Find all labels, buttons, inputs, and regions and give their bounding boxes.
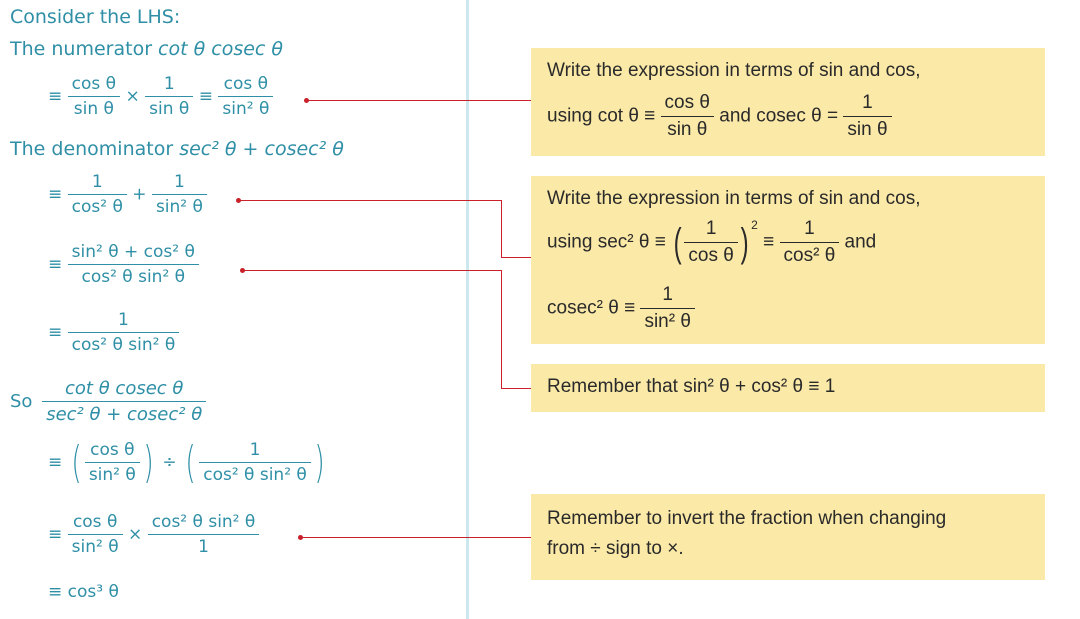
numerator: 1 — [163, 74, 175, 94]
denominator: sin θ — [68, 96, 120, 119]
numerator: cos θ — [664, 92, 710, 113]
connector-line-2a — [238, 200, 502, 201]
note-2-line-2 — [547, 218, 876, 267]
denominator: sin² θ — [85, 462, 140, 485]
fraction-cos-over-sin2 — [68, 512, 123, 557]
numerator: cos θ — [71, 74, 117, 94]
denominator: sin θ — [145, 96, 193, 119]
denominator: sin² θ — [152, 194, 207, 217]
numerator: 1 — [249, 440, 261, 460]
note-1-and: and cosec θ = — [719, 105, 839, 127]
denominator: sin² θ — [218, 96, 273, 119]
open-paren: ( — [185, 436, 196, 488]
numerator: 1 — [118, 310, 129, 330]
fraction-1-over-product — [68, 310, 180, 355]
note-cot-cosec — [531, 48, 1045, 156]
note-2-line-1: Write the expression in terms of sin and cos, — [547, 188, 921, 209]
note-fraction-1-over-cos — [684, 218, 737, 267]
open-paren: ( — [71, 436, 82, 488]
divider-line — [466, 0, 469, 619]
numerator: cos θ — [90, 440, 135, 460]
equiv-symbol: ≡ — [48, 184, 63, 205]
squared-exponent: 2 — [751, 218, 758, 232]
note-1-line-2 — [547, 92, 892, 141]
so-step — [10, 378, 206, 425]
denominator: sin² θ — [640, 308, 694, 333]
note-fraction-1-over-cos2 — [780, 218, 840, 267]
note-2-and: and — [844, 231, 877, 253]
times-symbol: × — [128, 524, 143, 545]
numerator: cos θ — [223, 74, 269, 94]
denominator: 1 — [148, 534, 260, 557]
plus-symbol: + — [132, 184, 147, 205]
numerator: cot θ cosec θ — [65, 378, 184, 399]
denominator: cos² θ — [780, 242, 840, 267]
connector-line-1 — [306, 100, 532, 101]
connector-line-3a — [242, 270, 502, 271]
numerator-step — [48, 74, 273, 119]
denominator-step-2 — [48, 242, 199, 287]
denominator-step-1 — [48, 172, 207, 217]
numerator-label: The numerator — [10, 38, 159, 60]
connector-line-2c — [501, 257, 532, 258]
numerator: 1 — [804, 218, 815, 239]
equiv-symbol: ≡ — [48, 524, 63, 545]
close-paren: ) — [740, 220, 749, 265]
times-symbol: × — [125, 86, 140, 107]
connector-line-4 — [300, 537, 532, 538]
fraction-cos-over-sin — [68, 74, 120, 119]
fraction-1-over-cos2 — [68, 172, 127, 217]
denominator: sin² θ — [68, 534, 123, 557]
divide-symbol: ÷ — [162, 452, 177, 473]
final-result: ≡ cos³ θ — [48, 582, 119, 602]
numerator: 1 — [862, 92, 873, 113]
fraction-main — [42, 378, 206, 425]
numerator: 1 — [662, 284, 673, 305]
fraction-1-over-product — [199, 440, 311, 485]
fraction-1-over-sin — [145, 74, 193, 119]
note-invert-fraction — [531, 494, 1045, 580]
note-2-using: using sec² θ ≡ — [547, 231, 666, 253]
connector-line-3b — [501, 270, 502, 389]
denominator: sin θ — [843, 116, 891, 141]
note-fraction-1-over-sin2 — [640, 284, 694, 333]
numerator: 1 — [174, 172, 185, 192]
note-1-using: using cot θ ≡ — [547, 105, 656, 127]
note-2-line-3 — [547, 284, 695, 333]
denominator: cos² θ — [68, 194, 127, 217]
note-2-cosec: cosec² θ ≡ — [547, 297, 636, 319]
multiplication-step — [48, 512, 259, 557]
denominator-heading — [10, 138, 344, 160]
denominator-step-3 — [48, 310, 179, 355]
connector-line-3c — [501, 388, 532, 389]
note-4-line-1: Remember to invert the fraction when changing — [547, 508, 947, 529]
fraction-cos-over-sin2 — [218, 74, 273, 119]
note-3-text: Remember that sin² θ + cos² θ ≡ 1 — [547, 376, 836, 397]
open-paren: ( — [673, 220, 682, 265]
numerator: cos θ — [72, 512, 118, 532]
numerator-heading — [10, 38, 283, 60]
numerator: 1 — [705, 218, 717, 239]
numerator: cos² θ sin² θ — [151, 512, 256, 532]
denominator-expression: sec² θ + cosec² θ — [179, 138, 344, 160]
equiv-symbol: ≡ — [48, 86, 63, 107]
denominator: sin θ — [661, 116, 714, 141]
fraction-1-over-sin2 — [152, 172, 207, 217]
so-label: So — [10, 391, 33, 412]
denominator: cos² θ sin² θ — [68, 264, 199, 287]
equiv-symbol: ≡ — [48, 254, 63, 275]
note-fraction-cos-over-sin — [661, 92, 714, 141]
numerator: sin² θ + cos² θ — [71, 242, 195, 262]
equiv-symbol: ≡ — [763, 231, 775, 253]
fraction-cos-over-sin2 — [85, 440, 140, 485]
denominator: cos² θ sin² θ — [199, 462, 311, 485]
connector-line-2b — [501, 200, 502, 258]
close-paren: ) — [143, 436, 154, 488]
equiv-symbol: ≡ — [48, 452, 63, 473]
numerator: 1 — [91, 172, 103, 192]
fraction-sum-over-product — [68, 242, 199, 287]
denominator: sec² θ + cosec² θ — [42, 401, 206, 425]
denominator: cos² θ sin² θ — [68, 332, 180, 355]
equiv-symbol: ≡ — [198, 86, 213, 107]
note-1-line-1: Write the expression in terms of sin and cos, — [547, 60, 921, 81]
denominator: cos θ — [684, 242, 737, 267]
note-sec-cosec — [531, 176, 1045, 344]
note-4-line-2: from ÷ sign to ×. — [547, 538, 684, 559]
consider-lhs-text: Consider the LHS: — [10, 6, 181, 28]
denominator-label: The denominator — [10, 138, 180, 160]
numerator-expression: cot θ cosec θ — [158, 38, 284, 60]
note-fraction-1-over-sin — [843, 92, 891, 141]
division-step — [48, 436, 328, 488]
equiv-symbol: ≡ — [48, 322, 63, 343]
fraction-product-over-1 — [148, 512, 260, 557]
note-pythagorean — [531, 364, 1045, 412]
close-paren: ) — [314, 436, 325, 488]
